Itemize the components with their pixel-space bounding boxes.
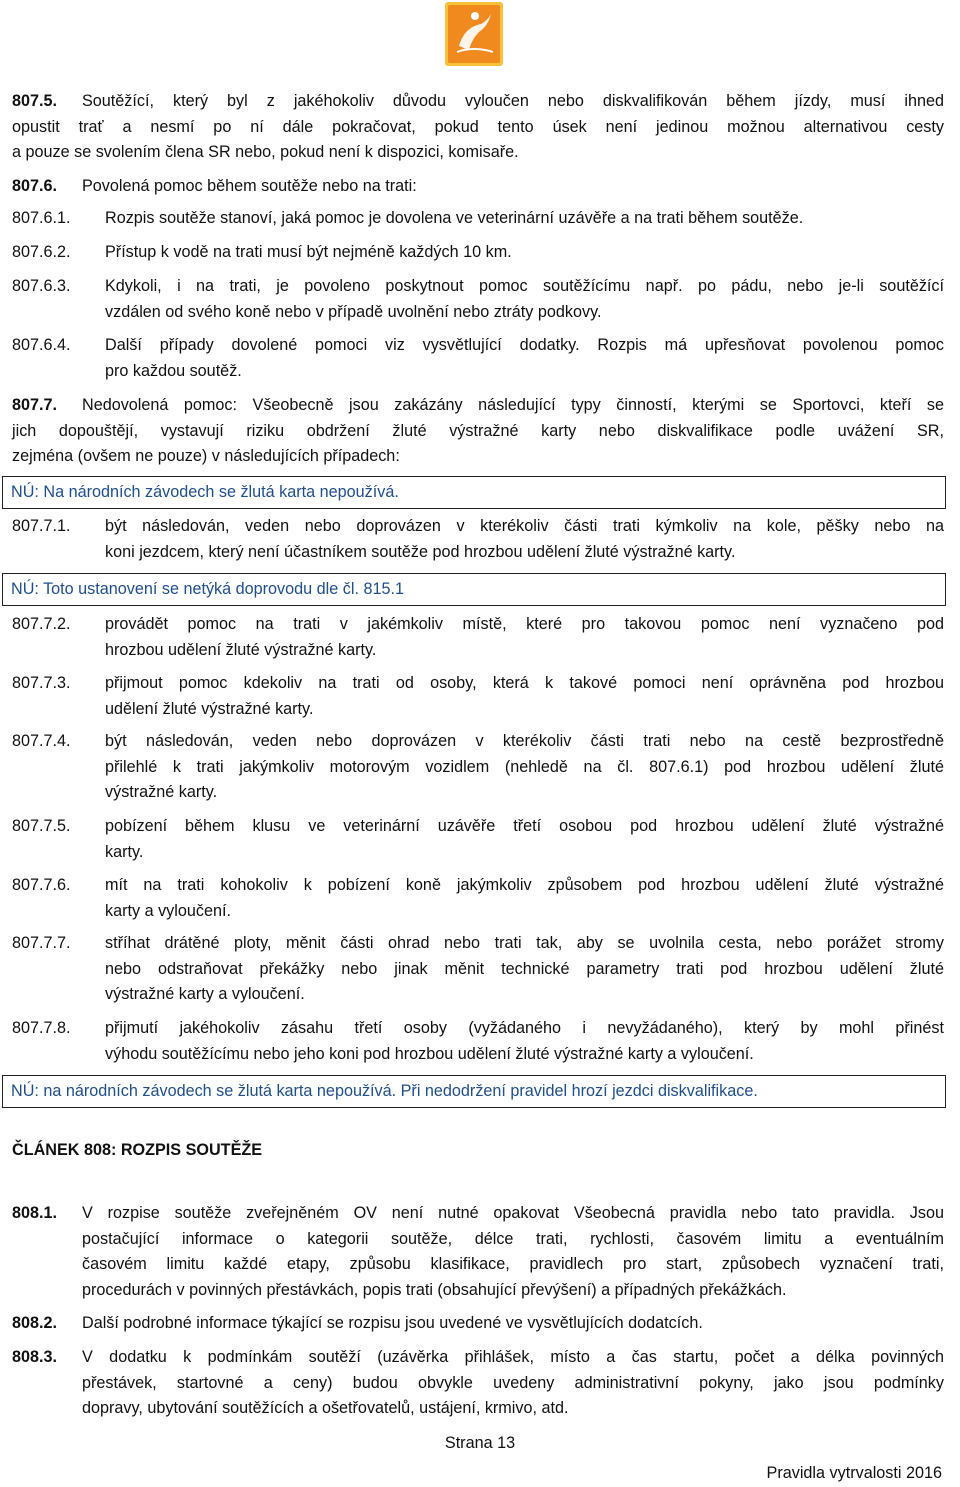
- paragraph-line: výstražné karty a vyloučení.: [105, 985, 305, 1003]
- national-rule-note: NÚ: Na národních závodech se žlutá karta nepoužívá.: [2, 476, 946, 509]
- section-number: 807.7.1.: [12, 517, 71, 535]
- paragraph-line: být následován, veden nebo doprovázen v kterékoliv části trati nebo na cestě bezprostředně: [105, 732, 944, 750]
- paragraph-line: jich dopouštějí, vystavují riziku obdržení žluté výstražné karty nebo diskvalifikace podle uvážení SR,: [12, 421, 944, 440]
- section-number: 807.7.4.: [12, 732, 71, 750]
- paragraph-line: koni jezdcem, který není účastníkem soutěže pod hrozbou udělení žluté výstražné karty.: [105, 542, 736, 561]
- section-number: 807.7.7.: [12, 934, 71, 952]
- paragraph-line: dopravy, ubytování soutěžících a ošetřovatelů, ustájení, krmivo, atd.: [82, 1399, 569, 1417]
- paragraph-line: postačující informace o kategorii soutěže, délce trati, rychlosti, časovém limitu a eventuálním: [82, 1229, 944, 1248]
- section-number: 807.6.4.: [12, 336, 71, 354]
- horse-rider-logo-icon: [445, 2, 503, 66]
- paragraph-807-6-4: [12, 333, 944, 384]
- section-number: 807.6.3.: [12, 277, 71, 295]
- paragraph-807-7-8: [12, 1016, 944, 1067]
- paragraph-807-6-2: [12, 240, 944, 266]
- section-number: 807.7.5.: [12, 817, 71, 835]
- section-number: 808.2.: [12, 1314, 58, 1332]
- paragraph-line: Další podrobné informace týkající se rozpisu jsou uvedené ve vysvětlujících dodatcích.: [82, 1314, 703, 1332]
- article-heading: ČLÁNEK 808: ROZPIS SOUTĚŽE: [12, 1141, 263, 1159]
- section-number: 807.5.: [12, 92, 58, 110]
- paragraph-807-7-5: [12, 814, 944, 865]
- paragraph-line: pro každou soutěž.: [105, 361, 242, 380]
- paragraph-line: hrozbou udělení žluté výstražné karty.: [105, 640, 377, 659]
- paragraph-807-6-1: [12, 206, 944, 232]
- paragraph-line: stříhat drátěné ploty, měnit části ohrad nebo trati tak, aby se uvolnila cesta, nebo porážet stromy: [105, 934, 944, 952]
- paragraph-line: přilehlé k trati jakýmkoliv motorovým vozidlem (nehledě na čl. 807.6.1) pod hrozbou udělení žluté: [105, 757, 944, 776]
- paragraph-807-7-6: [12, 873, 944, 924]
- section-number: 807.7.: [12, 396, 58, 414]
- paragraph-line: zejména (ovšem ne pouze) v následujících případech:: [12, 447, 400, 465]
- section-number: 808.1.: [12, 1204, 58, 1222]
- section-number: 807.6.2.: [12, 243, 71, 261]
- paragraph-line: pobízení během klusu ve veterinární uzávěře třetí osobou pod hrozbou udělení žluté výstražné: [105, 817, 944, 835]
- paragraph-807-7-7: [12, 931, 944, 1008]
- paragraph-807-6: [12, 174, 944, 200]
- section-number: 807.6.: [12, 177, 58, 195]
- paragraph-line: udělení žluté výstražné karty.: [105, 699, 314, 718]
- section-number: 807.7.3.: [12, 674, 71, 692]
- paragraph-line: mít na trati kohokoliv k pobízení koně jakýmkoliv způsobem pod hrozbou udělení žluté výstražné: [105, 876, 944, 894]
- paragraph-808-2: [12, 1311, 944, 1337]
- paragraph-line: být následován, veden nebo doprovázen v kterékoliv části trati kýmkoliv na kole, pěšky nebo na: [105, 517, 944, 535]
- section-number: 807.7.2.: [12, 615, 71, 633]
- paragraph-line: procedurách v povinných přestávkách, popis trati (obsahující převýšení) a případných překážkách.: [82, 1280, 787, 1299]
- paragraph-line: vzdálen od svého koně nebo v případě uvolnění nebo ztráty podkovy.: [105, 302, 602, 321]
- paragraph-line: časovém limitu každé etapy, způsobu klasifikace, pravidlech pro start, způsobech vyznačení trati,: [82, 1255, 944, 1273]
- paragraph-line: a pouze se svolením člena SR nebo, pokud není k dispozici, komisaře.: [12, 143, 519, 161]
- paragraph-line: opustit trať a nesmí po ní dále pokračovat, pokud tento úsek není jedinou možnou alternativou cesty: [12, 117, 944, 136]
- paragraph-line: výhodu soutěžícímu nebo jeho koni pod hrozbou udělení žluté výstražné karty a vyloučení.: [105, 1044, 754, 1063]
- paragraph-807-7: [12, 393, 944, 470]
- national-rule-note: NÚ: na národních závodech se žlutá karta nepoužívá. Při nedodržení pravidel hrozí jezdci diskvalifikace.: [2, 1075, 946, 1108]
- paragraph-line: Přístup k vodě na trati musí být nejméně každých 10 km.: [105, 243, 512, 261]
- paragraph-line: Další případy dovolené pomoci viz vysvětlující dodatky. Rozpis má upřesňovat povolenou pomoc: [105, 336, 944, 354]
- paragraph-807-7-3: [12, 671, 944, 722]
- section-number: 807.7.6.: [12, 876, 71, 894]
- paragraph-808-1: [12, 1201, 944, 1303]
- paragraph-line: Rozpis soutěže stanoví, jaká pomoc je dovolena ve veterinární uzávěře a na trati během soutěže.: [105, 209, 804, 227]
- paragraph-line: nebo odstraňovat překážky nebo jinak měnit technické parametry trati pod hrozbou udělení žluté: [105, 959, 944, 978]
- paragraph-line: přijmout pomoc kdekoliv na trati od osoby, která k takové pomoci není oprávněna pod hrozbou: [105, 674, 944, 692]
- paragraph-line: výstražné karty.: [105, 783, 218, 801]
- paragraph-807-5: [12, 89, 944, 166]
- paragraph-line: přijmutí jakéhokoliv zásahu třetí osoby (vyžádaného i nevyžádaného), který by mohl přinést: [105, 1019, 944, 1037]
- paragraph-808-3: [12, 1345, 944, 1422]
- paragraph-line: Povolená pomoc během soutěže nebo na trati:: [82, 177, 417, 195]
- page-number: Strana 13: [444, 1434, 516, 1452]
- national-rule-note: NÚ: Toto ustanovení se netýká doprovodu dle čl. 815.1: [2, 573, 946, 606]
- section-number: 807.6.1.: [12, 209, 71, 227]
- paragraph-line: karty.: [105, 842, 144, 861]
- document-title-footer: Pravidla vytrvalosti 2016: [766, 1464, 942, 1482]
- paragraph-807-7-1: [12, 514, 944, 565]
- paragraph-line: provádět pomoc na trati v jakémkoliv místě, které pro takovou pomoc není vyznačeno pod: [105, 615, 944, 633]
- paragraph-line: přestávek, startovné a ceny) budou obvykle uvedeny administrativní pokyny, jako jsou podmínky: [82, 1373, 944, 1392]
- section-number: 807.7.8.: [12, 1019, 71, 1037]
- paragraph-line: V dodatku k podmínkám soutěží (uzávěrka přihlášek, místo a čas startu, počet a délka povinných: [82, 1348, 944, 1366]
- paragraph-line: Nedovolená pomoc: Všeobecně jsou zakázány následující typy činností, kterými se Sportovci, kteří se: [82, 396, 944, 414]
- paragraph-line: V rozpise soutěže zveřejněném OV není nutné opakovat Všeobecná pravidla nebo tato pravidla. Jsou: [82, 1204, 944, 1222]
- paragraph-807-6-3: [12, 274, 944, 325]
- paragraph-line: Soutěžící, který byl z jakéhokoliv důvodu vyloučen nebo diskvalifikován během jízdy, musí ihned: [82, 92, 944, 110]
- paragraph-line: Kdykoli, i na trati, je povoleno poskytnout pomoc soutěžícímu např. po pádu, nebo je-li soutěžící: [105, 277, 944, 295]
- paragraph-807-7-4: [12, 729, 944, 806]
- paragraph-807-7-2: [12, 612, 944, 663]
- paragraph-line: karty a vyloučení.: [105, 901, 231, 920]
- section-number: 808.3.: [12, 1348, 58, 1366]
